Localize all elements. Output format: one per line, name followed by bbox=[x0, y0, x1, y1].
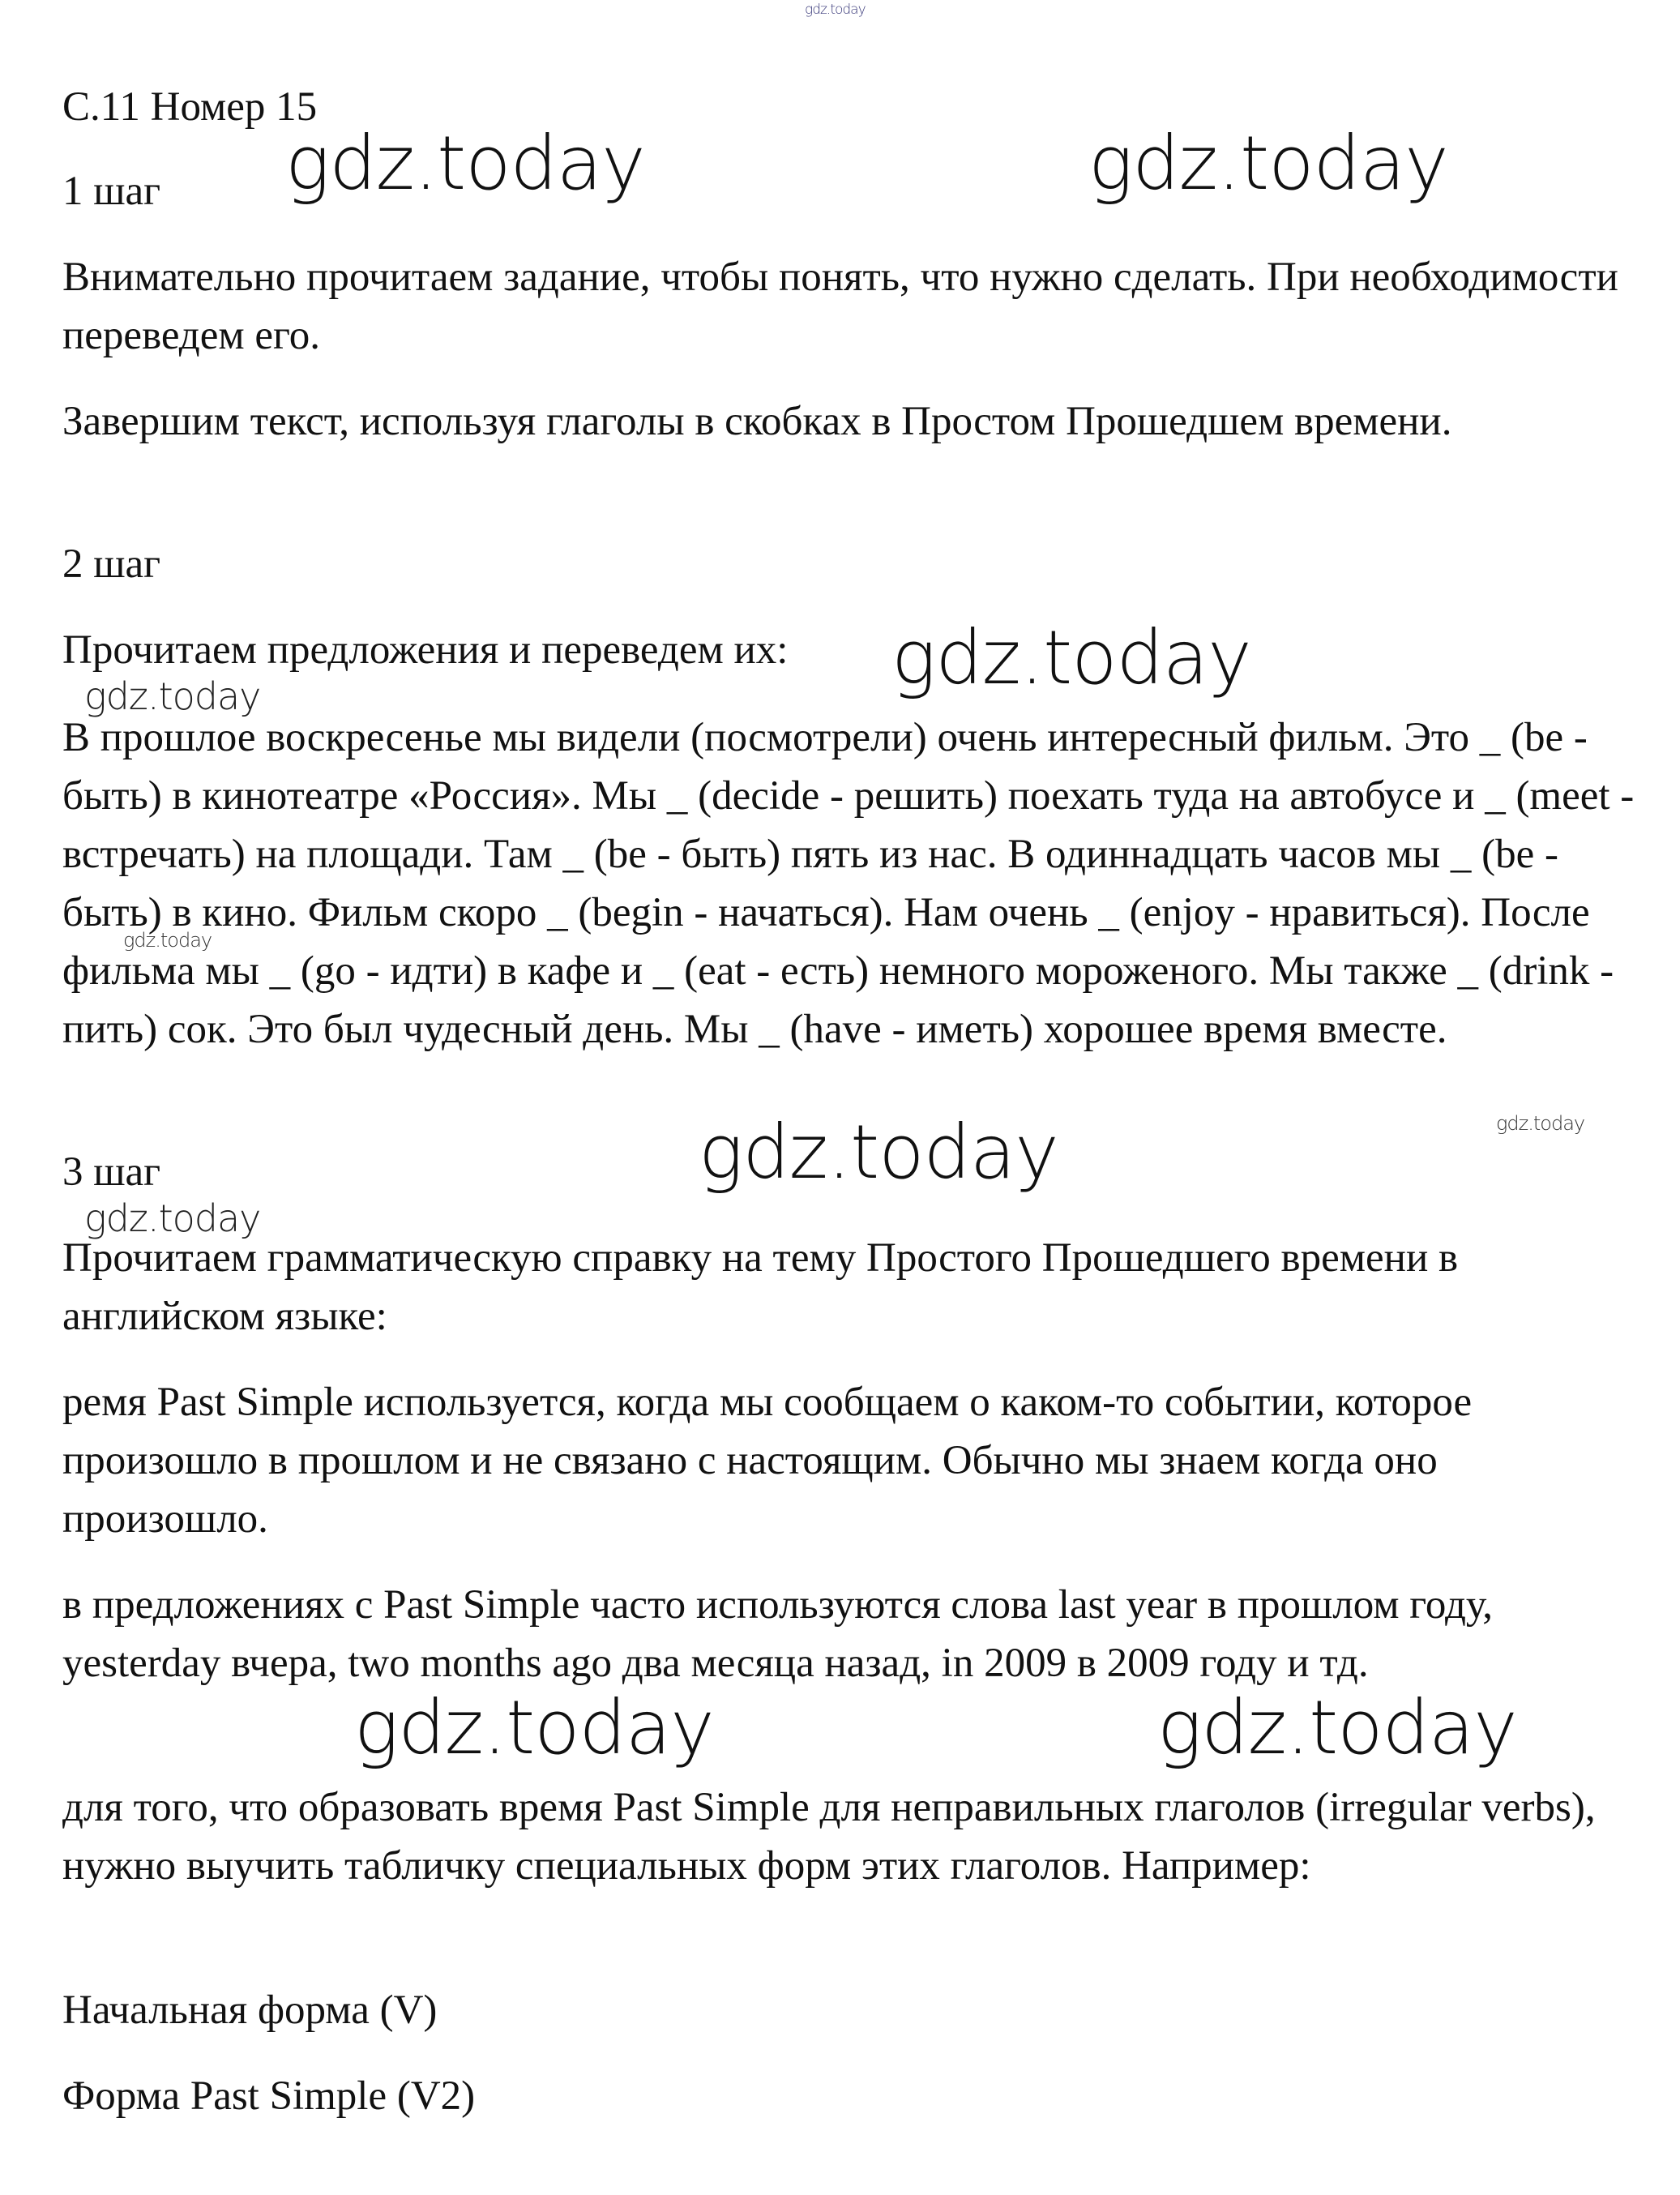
step3-paragraph: для того, что образовать время Past Simple для неправильных глаголов (irregular verbs), нужно выучить табличку специальных форм этих глаголов. Например: bbox=[62, 1785, 1596, 1889]
watermark-logo: gdz.today bbox=[699, 1109, 1058, 1196]
watermark-logo: gdz.today bbox=[84, 1196, 261, 1240]
step3-paragraph: Форма Past Simple (V2) bbox=[62, 2073, 476, 2119]
watermark-logo: gdz.today bbox=[84, 674, 261, 718]
step1-paragraph: Завершим текст, используя глаголы в скобках в Простом Прошедшем времени. bbox=[62, 399, 1452, 444]
step2-label: 2 шаг bbox=[62, 541, 161, 587]
watermark-logo: gdz.today bbox=[1496, 1112, 1585, 1135]
step3-paragraph: Начальная форма (V) bbox=[62, 1987, 438, 2033]
watermark-logo: gdz.today bbox=[1088, 120, 1448, 207]
header-watermark: gdz.today bbox=[805, 2, 866, 18]
step2-text: В прошлое воскресенье мы видели (посмотрели) очень интересный фильм. Это _ (be - быть) в кинотеатре «Россия». Мы _ (decide - решить) поехать туда на автобусе и _ (meet - встречать) на площади. Там _ (be - быть) пять из нас. В одиннадцать часов мы _ (be - быть) в кино. Фильм скоро _ (begin - начаться). Нам очень _ (enjoy - нравиться). После фильма мы _ (go - идти) в кафе и _ (eat - есть) немного мороженого. Мы также _ (drink - пить) сок. Это был чудесный день. Мы _ (have - иметь) хорошее время вместе. bbox=[62, 715, 1635, 1052]
watermark-logo: gdz.today bbox=[354, 1684, 714, 1771]
page-title: С.11 Номер 15 bbox=[62, 84, 318, 130]
step3-paragraph: в предложениях с Past Simple часто используются слова last year в прошлом году, yesterday вчера, two months ago два месяца назад, in 2009 в 2009 году и тд. bbox=[62, 1582, 1494, 1686]
step1-label: 1 шаг bbox=[62, 169, 161, 214]
step2-intro: Прочитаем предложения и переведем их: bbox=[62, 627, 789, 673]
step3-label: 3 шаг bbox=[62, 1149, 161, 1195]
step1-paragraph: Внимательно прочитаем задание, чтобы понять, что нужно сделать. При необходимости переведем его. bbox=[62, 255, 1618, 358]
step3-paragraph: Прочитаем грамматическую справку на тему Простого Прошедшего времени в английском языке: bbox=[62, 1235, 1459, 1339]
step3-paragraph: ремя Past Simple используется, когда мы сообщаем о каком-то событии, которое произошло в прошлом и не связано с настоящим. Обычно мы знаем когда оно произошло. bbox=[62, 1380, 1473, 1542]
watermark-logo: gdz.today bbox=[891, 614, 1251, 701]
watermark-logo: gdz.today bbox=[1157, 1684, 1517, 1771]
watermark-logo: gdz.today bbox=[123, 929, 212, 952]
watermark-logo: gdz.today bbox=[285, 120, 645, 207]
